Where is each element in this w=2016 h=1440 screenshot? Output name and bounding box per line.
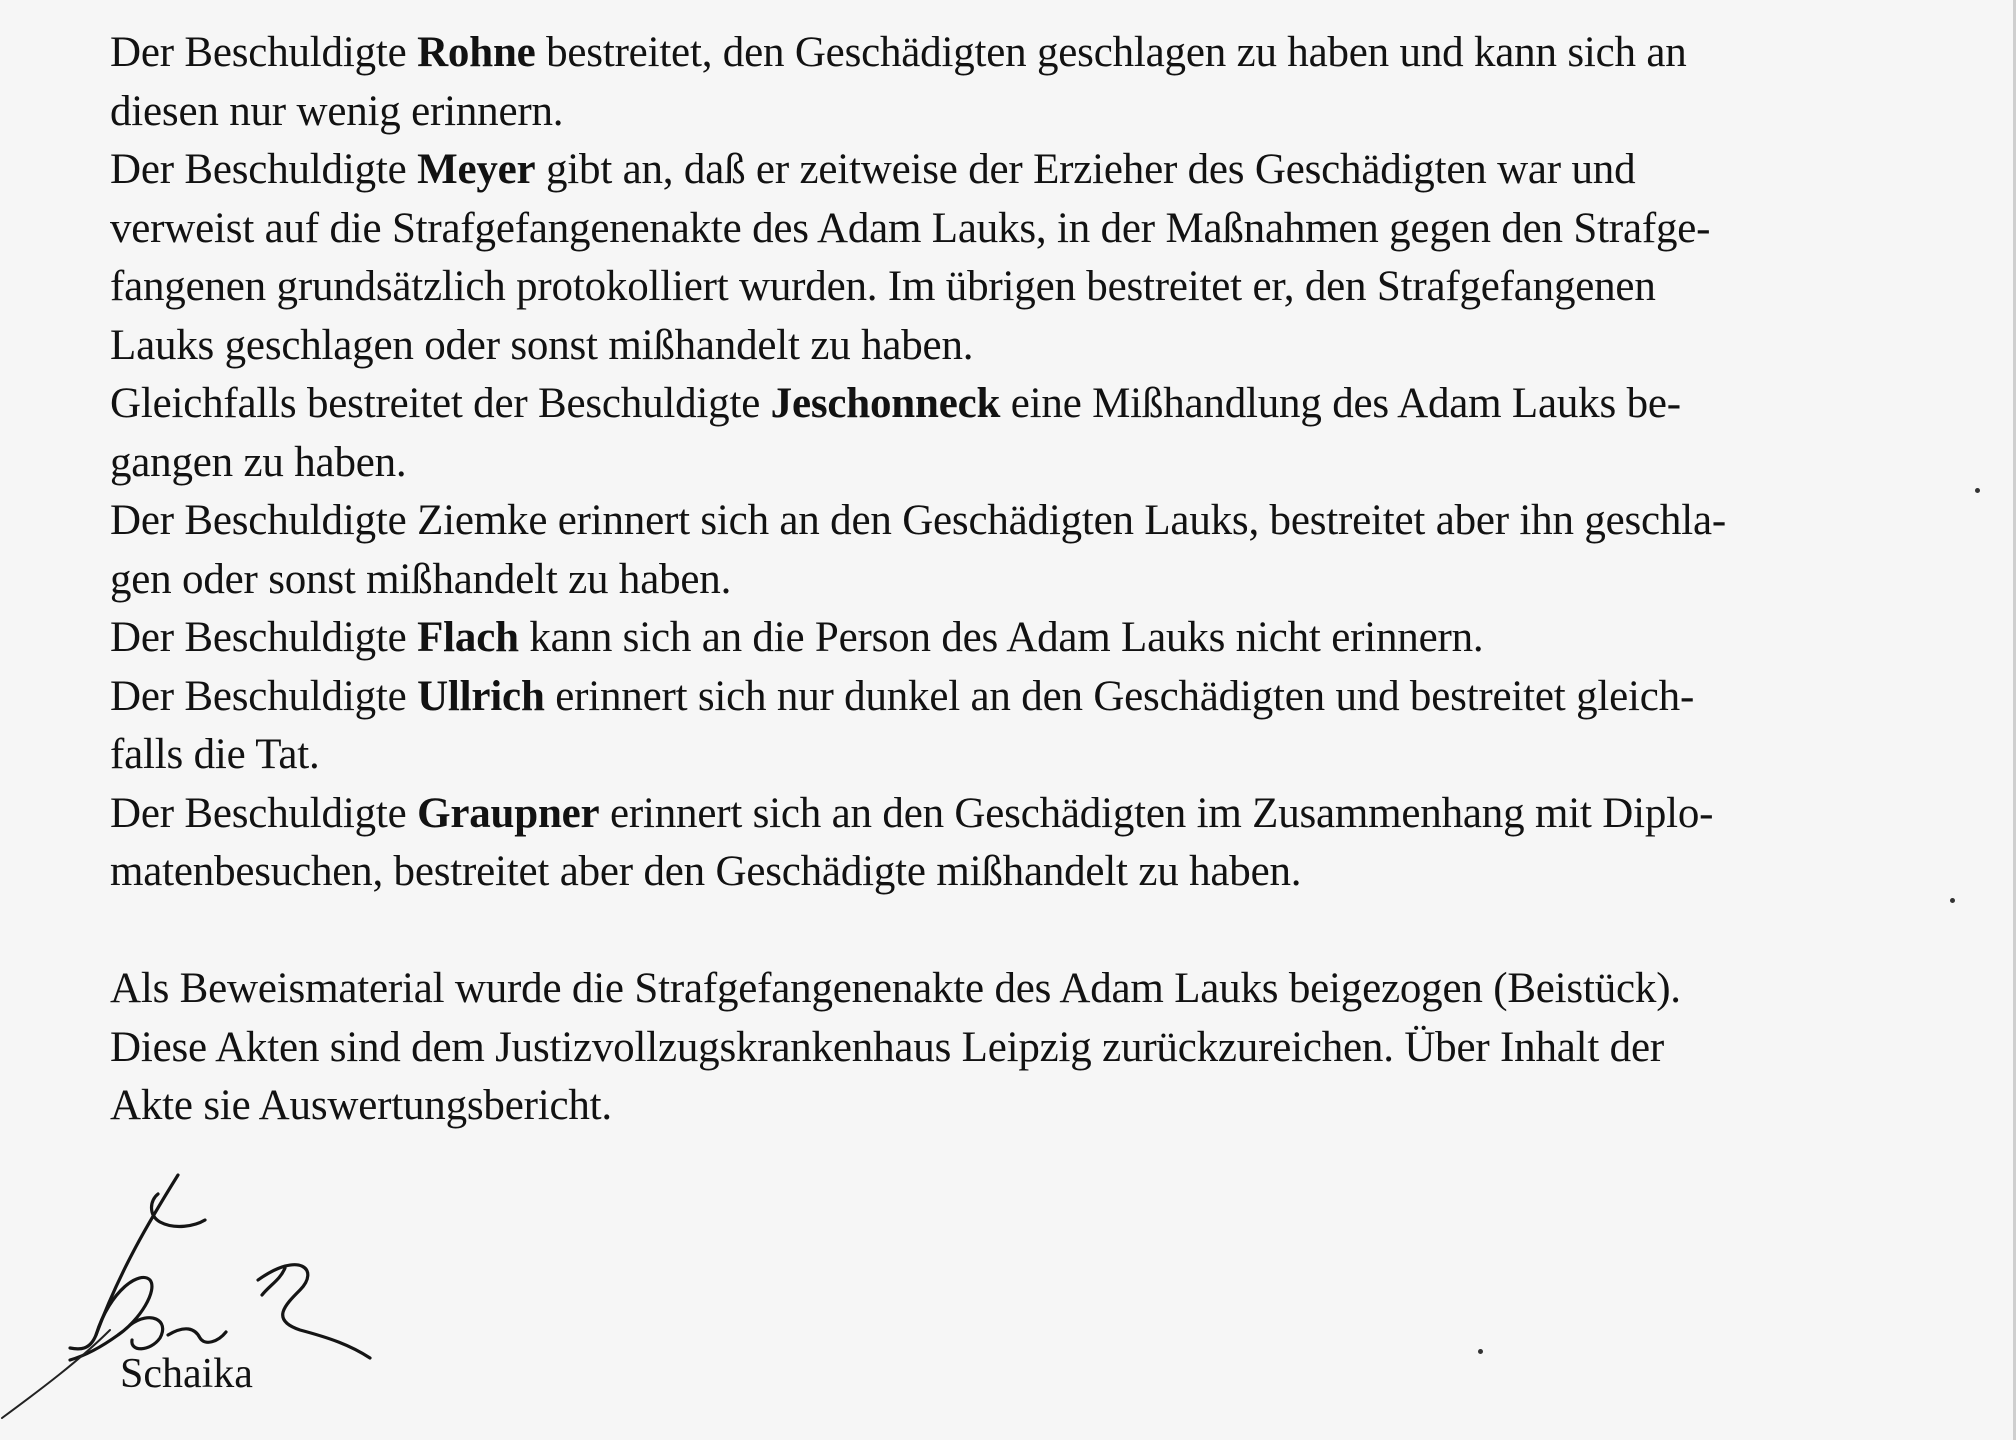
paragraph-graupner — [110, 785, 1990, 902]
paragraph-ullrich — [110, 668, 1990, 785]
paragraph-prefix: Der Beschuldigte — [110, 614, 418, 661]
paragraph-prefix: Gleichfalls bestreitet der Beschuldigte — [110, 380, 771, 427]
signer-name: Schaika — [120, 1351, 253, 1397]
paragraph-jeschonneck — [110, 375, 1990, 492]
paragraph-prefix: Der Beschuldigte — [110, 29, 418, 76]
accused-name-meyer: Meyer — [417, 146, 536, 193]
paragraph-text: gibt an, daß er zeitweise der Erzieher des Geschädigten war und — [535, 146, 1636, 193]
accused-name-graupner: Graupner — [417, 789, 600, 837]
signature-block — [0, 1160, 420, 1430]
accused-name-jeschonneck: Jeschonneck — [770, 380, 1001, 427]
paragraph-text: Der Beschuldigte Ziemke erinnert sich an den Geschädigten Lauks, bestreitet aber ihn geschla- — [110, 497, 1726, 544]
paragraph-gap — [110, 902, 1990, 961]
paragraph-text: bestreitet, den Geschädigten geschlagen zu haben und kann sich an — [535, 29, 1687, 76]
paragraph-text: gangen zu haben. — [110, 438, 407, 486]
paragraph-rohne — [110, 24, 1990, 141]
paragraph-ziemke — [110, 492, 1990, 609]
scan-speck — [1975, 488, 1980, 493]
paragraph-meyer — [110, 141, 1990, 375]
accused-name-ullrich: Ullrich — [417, 672, 545, 720]
paragraph-text: Lauks geschlagen oder sonst mißhandelt zu haben. — [110, 321, 974, 369]
paragraph-text: Als Beweismaterial wurde die Strafgefangenenakte des Adam Lauks beigezogen (Beistück). — [110, 965, 1681, 1012]
paragraph-prefix: Der Beschuldigte — [110, 672, 418, 720]
scan-speck — [1950, 898, 1955, 903]
paragraph-text: gen oder sonst mißhandelt zu haben. — [110, 555, 732, 603]
document-body — [110, 24, 1990, 1136]
paragraph-text: matenbesuchen, bestreitet aber den Geschädigte mißhandelt zu haben. — [110, 848, 1302, 895]
paragraph-text: Diese Akten sind dem Justizvollzugskrankenhaus Leipzig zurückzureichen. Über Inhalt der — [110, 1023, 1664, 1071]
paragraph-text: verweist auf die Strafgefangenenakte des Adam Lauks, in der Maßnahmen gegen den Strafge- — [110, 204, 1711, 252]
accused-name-rohne: Rohne — [417, 29, 536, 76]
paragraph-text: eine Mißhandlung des Adam Lauks be- — [1000, 380, 1681, 427]
paragraph-text: falls die Tat. — [110, 731, 320, 778]
paragraph-flach — [110, 609, 1990, 668]
paragraph-text: kann sich an die Person des Adam Lauks nicht erinnern. — [518, 614, 1484, 661]
paragraph-text: diesen nur wenig erinnern. — [110, 87, 564, 135]
paragraph-text: erinnert sich nur dunkel an den Geschädigten und bestreitet gleich- — [544, 672, 1695, 720]
paragraph-evidence — [110, 960, 1990, 1136]
paragraph-text: fangenen grundsätzlich protokolliert wurden. Im übrigen bestreitet er, den Strafgefangenen — [110, 263, 1656, 310]
paragraph-text: Akte sie Auswertungsbericht. — [110, 1082, 612, 1129]
scan-speck — [1478, 1349, 1483, 1354]
accused-name-flach: Flach — [417, 614, 519, 661]
paragraph-text: erinnert sich an den Geschädigten im Zusammenhang mit Diplo- — [599, 789, 1714, 837]
paragraph-prefix: Der Beschuldigte — [110, 789, 418, 837]
paragraph-prefix: Der Beschuldigte — [110, 146, 418, 193]
